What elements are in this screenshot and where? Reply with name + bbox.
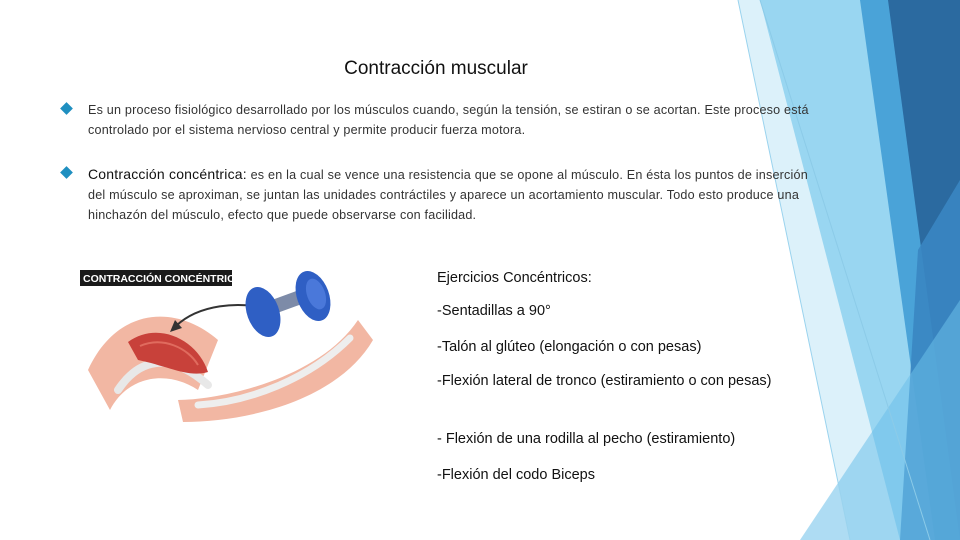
exercises-title: Ejercicios Concéntricos: [437, 270, 592, 286]
bullet-definition-text: Es un proceso fisiológico desarrollado por los músculos cuando, según la tensión, se estiran o se acortan. Este proceso está controlado por el sistema nervioso central y permite producir fuerza motora. [88, 103, 809, 137]
exercise-item: -Flexión lateral de tronco (estiramiento o con pesas) [437, 373, 772, 389]
exercise-item: - Flexión de una rodilla al pecho (estiramiento) [437, 431, 736, 447]
bullet-concentric-text [88, 164, 822, 225]
diamond-bullet-icon [60, 166, 73, 179]
concentric-contraction-illustration [58, 250, 414, 428]
exercise-item: -Flexión del codo Biceps [437, 467, 595, 483]
bullet-concentric [62, 164, 822, 225]
diamond-bullet-icon [60, 102, 73, 115]
bullet-definition [62, 100, 822, 140]
slide-title: Contracción muscular [344, 58, 528, 79]
bullet-concentric-term: Contracción concéntrica: [88, 166, 247, 182]
image-label: CONTRACCIÓN CONCÉNTRICA [83, 273, 243, 285]
exercise-item: -Sentadillas a 90° [437, 303, 551, 319]
exercise-item: -Talón al glúteo (elongación o con pesas) [437, 339, 702, 355]
bullet-concentric-body: es en la cual se vence una resistencia que se opone al músculo. En ésta los puntos de inserción del músculo se aproximan, se juntan las unidades contráctiles y aparece un acortamiento muscular. Todo esto produce una hinchazón del músculo, efecto que puede observarse con facilidad. [88, 168, 808, 222]
